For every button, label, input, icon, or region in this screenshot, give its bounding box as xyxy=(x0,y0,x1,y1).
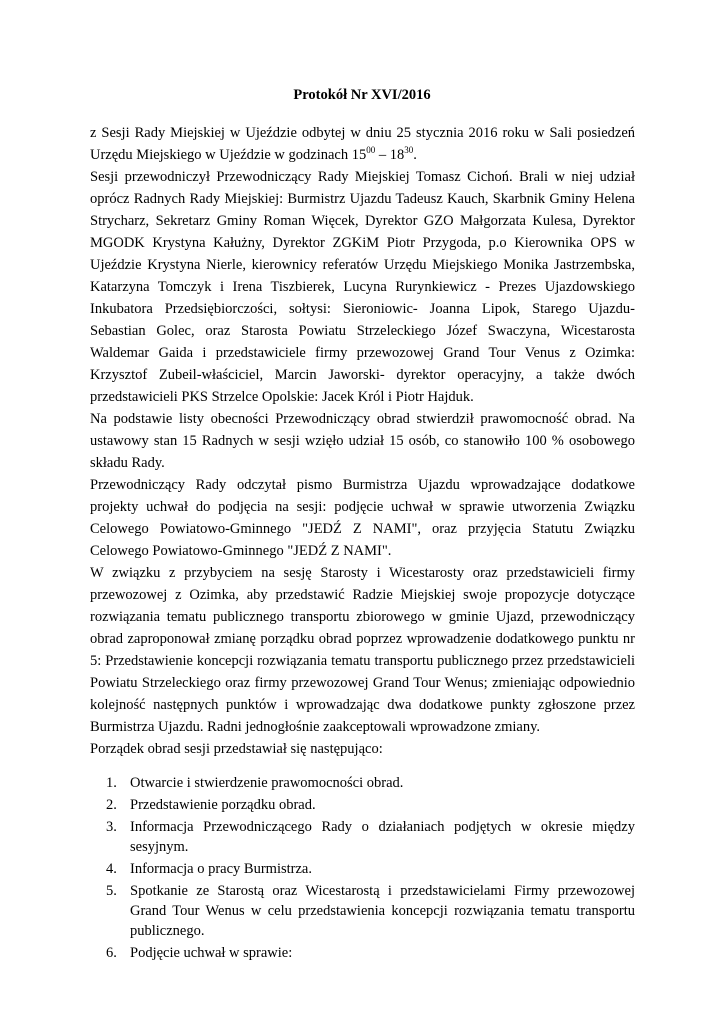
agenda-item-number: 6. xyxy=(106,945,117,961)
time-start-superscript: 00 xyxy=(366,145,376,155)
agenda-item-number: 4. xyxy=(106,861,117,877)
agenda-item xyxy=(90,881,635,941)
agenda-item-text: Spotkanie ze Starostą oraz Wicestarostą i przedstawicielami Firmy przewozowej Grand Tour Wenus w celu przedstawienia koncepcji rozwiązania tematu transportu publicznego. xyxy=(130,883,635,939)
document-title: Protokół Nr XVI/2016 xyxy=(293,87,431,103)
attendance-paragraph: Sesji przewodniczył Przewodniczący Rady Miejskiej Tomasz Cichoń. Brali w niej udział oprócz Radnych Rady Miejskiej: Burmistrz Ujazdu Tadeusz Kauch, Skarbnik Gminy Helena Strycharz, Sekretarz Gminy Roman Więcek, Dyrektor GZO Małgorzata Kulesa, Dyrektor MGODK Krystyna Kałużny, Dyrektor ZGKiM Piotr Przygoda, p.o Kierownika OPS w Ujeździe Krystyna Nierle, kierownicy referatów Urzędu Miejskiego Monika Jastrzembska, Katarzyna Tomczyk i Irena Tiszbierek, Lucyna Rurynkiewicz - Prezes Ujazdowskiego Inkubatora Przedsiębiorczości, sołtysi: Sieroniowic- Joanna Lipok, Starego Ujazdu- Sebastian Golec, oraz Starosta Powiatu Strzeleckiego Józef Swaczyna, Wicestarosta Waldemar Gaida i przedstawiciele firmy przewozowej Grand Tour Venus z Ozimka: Krzysztof Zubeil-właściciel, Marcin Jaworski- dyrektor operacyjny, a także dwóch przedstawicieli PKS Strzelce Opolskie: Jacek Król i Piotr Hajduk. xyxy=(90,169,635,405)
agenda-item-text: Otwarcie i stwierdzenie prawomocności obrad. xyxy=(130,775,404,791)
time-separator: – 18 xyxy=(375,147,405,163)
quorum-paragraph: Na podstawie listy obecności Przewodniczący obrad stwierdził prawomocność obrad. Na ustawowy stan 15 Radnych w sesji wzięło udział 15 osób, co stanowiło 100 % osobowego składu Rady. xyxy=(90,411,635,471)
agenda-change-paragraph: W związku z przybyciem na sesję Starosty i Wicestarosty oraz przedstawicieli firmy przewozowej z Ozimka, aby przedstawić Radzie Miejskiej swoje propozycje dotyczące rozwiązania tematu publicznego transportu zbiorowego w gminie Ujazd, przewodniczący obrad zaproponował zmianę porządku obrad poprzez wprowadzenie dodatkowego punktu nr 5: Przedstawienie koncepcji rozwiązania tematu transportu publicznego przez przedstawicieli Powiatu Strzeleckiego oraz firmy przewozowej Grand Tour Wenus; zmieniając odpowiednio kolejność następnych punktów i wprowadzając dwa dodatkowe punkty zgłoszone przez Burmistrza Ujazdu. Radni jednogłośnie zaakceptowali wprowadzone zmiany. xyxy=(90,565,635,735)
agenda-item xyxy=(90,773,635,793)
agenda-list xyxy=(90,773,635,963)
time-end-punctuation: . xyxy=(413,147,417,163)
agenda-item xyxy=(90,859,635,879)
intro-text: z Sesji Rady Miejskiej w Ujeździe odbytej w dniu 25 stycznia 2016 roku w Sali posiedzeń Urzędu Miejskiego w Ujeździe w godzinach 15 xyxy=(90,125,635,163)
agenda-item-text: Informacja o pracy Burmistrza. xyxy=(130,861,312,877)
intro-paragraph xyxy=(90,122,635,166)
time-end-superscript: 30 xyxy=(404,145,414,155)
additional-resolutions-paragraph: Przewodniczący Rady odczytał pismo Burmistrza Ujazdu wprowadzające dodatkowe projekty uchwał do podjęcia na sesji: podjęcie uchwał w sprawie utworzenia Związku Celowego Powiatowo-Gminnego "JEDŹ Z NAMI", oraz przyjęcia Statutu Związku Celowego Powiatowo-Gminnego "JEDŹ Z NAMI". xyxy=(90,477,635,559)
agenda-item-number: 2. xyxy=(106,797,117,813)
agenda-item xyxy=(90,817,635,857)
agenda-item xyxy=(90,943,635,963)
agenda-item-text: Informacja Przewodniczącego Rady o działaniach podjętych w okresie między sesyjnym. xyxy=(130,819,635,855)
agenda-intro-paragraph: Porządek obrad sesji przedstawiał się następująco: xyxy=(90,741,383,757)
agenda-item-number: 1. xyxy=(106,775,117,791)
agenda-item-number: 3. xyxy=(106,819,117,835)
agenda-item-text: Podjęcie uchwał w sprawie: xyxy=(130,945,293,961)
agenda-item-text: Przedstawienie porządku obrad. xyxy=(130,797,316,813)
agenda-item xyxy=(90,795,635,815)
agenda-item-number: 5. xyxy=(106,883,117,899)
document-body xyxy=(90,122,635,963)
